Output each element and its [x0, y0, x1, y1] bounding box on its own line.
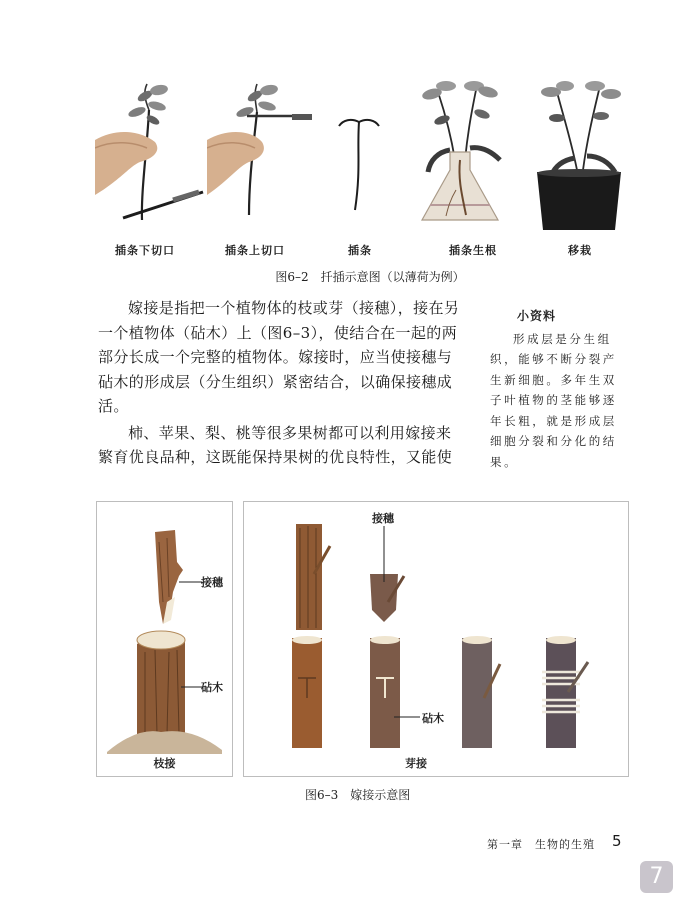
- page-number: 5: [612, 832, 622, 850]
- figure-6-3-caption: 图6–3 嫁接示意图: [305, 788, 411, 802]
- bud-graft-illustration-icon: [244, 502, 628, 776]
- panel-label-rooting: 插条生根: [449, 244, 497, 257]
- panel-label-upper-cut: 插条上切口: [225, 244, 285, 257]
- cutting-lower-cut-photo-icon: [95, 70, 205, 230]
- bud-graft-label: 芽接: [405, 757, 427, 770]
- callout-scion: 接穗: [201, 576, 223, 589]
- sidebar-body: 形成层是分生组织，能够不断分裂产生新细胞。多年生双子叶植物的茎能够逐年长粗，就是形成层细胞分裂和分化的结果。: [490, 331, 617, 469]
- panel-label-cutting: 插条: [348, 244, 372, 257]
- figure-6-3-bud-graft-panel: [243, 501, 629, 777]
- figure-6-3-cleft-graft-panel: [96, 501, 233, 777]
- page-index-badge[interactable]: 7: [640, 861, 673, 893]
- panel-label-transplant: 移栽: [568, 244, 592, 257]
- paragraph-grafting-definition: 嫁接是指把一个植物体的枝或芽（接穗），接在另一个植物体（砧木）上（图6–3），使结合在一起的两部分长成一个完整的植物体。嫁接时，应当使接穗与砧木的形成层（分生组织）紧密结合，以确保接穗成活。: [98, 299, 460, 415]
- cutting-photo-icon: [335, 110, 385, 220]
- sidebar-title: 小资料: [517, 309, 557, 323]
- figure-6-2: [95, 70, 645, 290]
- cleft-graft-illustration-icon: [97, 502, 232, 776]
- cleft-graft-label: 枝接: [153, 757, 176, 770]
- figure-6-2-caption: 图6–2 扦插示意图（以薄荷为例）: [275, 270, 465, 284]
- paragraph-grafting-fruit-trees: 柿、苹果、梨、桃等很多果树都可以利用嫁接来繁育优良品种，这既能保持果树的优良特性，又能使: [98, 423, 453, 466]
- transplant-pot-photo-icon: [535, 80, 635, 235]
- cutting-upper-cut-photo-icon: [207, 70, 317, 230]
- callout-rootstock: 砧木: [201, 681, 223, 694]
- sidebar-info: [490, 306, 630, 472]
- panel-label-lower-cut: 插条下切口: [115, 244, 175, 257]
- cutting-rooting-flask-photo-icon: [420, 80, 520, 230]
- callout-bud-rootstock: 砧木: [422, 712, 444, 725]
- main-text: [98, 296, 460, 470]
- chapter-footer: 第一章 生物的生殖: [487, 838, 595, 851]
- callout-bud-scion: 接穗: [372, 512, 394, 525]
